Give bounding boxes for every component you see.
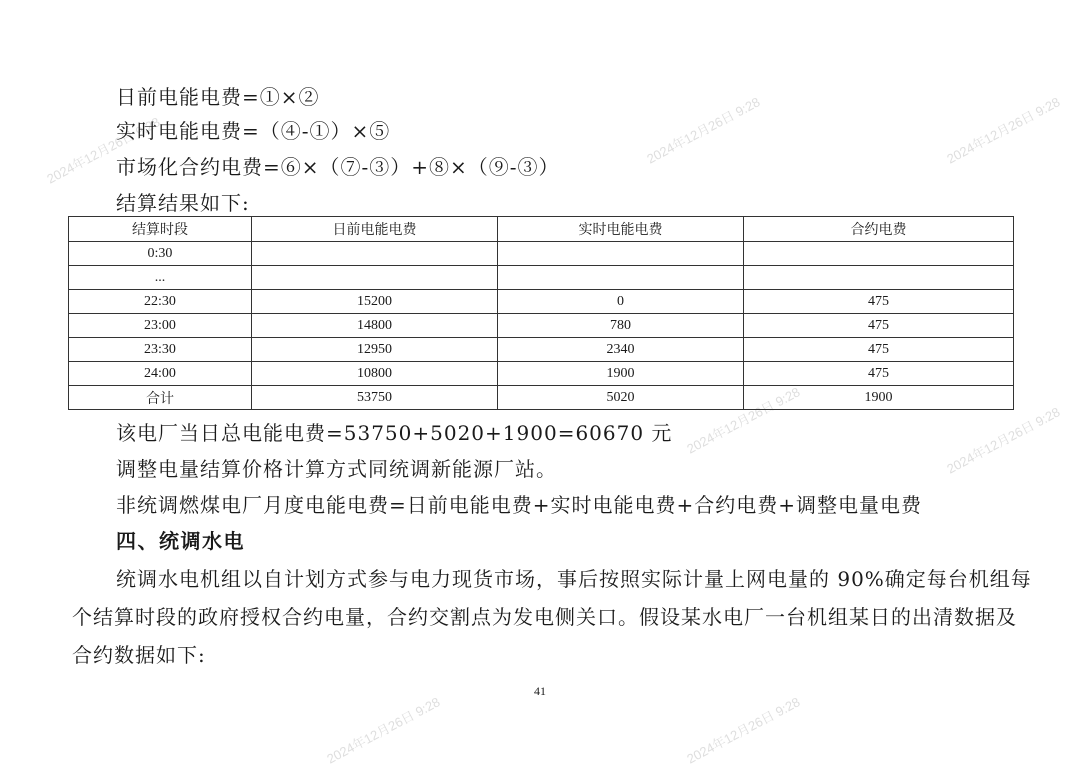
table-total-row [69, 386, 1014, 410]
table-cell: 合计 [69, 386, 252, 410]
realtime-formula: 实时电能电费=（④-①）×⑤ [116, 119, 391, 143]
table-cell: 2340 [498, 338, 744, 362]
table-cell: 23:30 [69, 338, 252, 362]
settlement-table [68, 216, 1014, 410]
table-cell [252, 242, 498, 266]
result-intro: 结算结果如下: [116, 191, 250, 215]
table-cell: 14800 [252, 314, 498, 338]
paragraph-line: 个结算时段的政府授权合约电量，合约交割点为发电侧关口。假设某水电厂一台机组某日的出清数据及 [72, 605, 1017, 629]
table-cell: 475 [744, 314, 1014, 338]
contract-formula: 市场化合约电费=⑥×（⑦-③）+⑧×（⑨-③） [116, 155, 560, 179]
table-cell: 15200 [252, 290, 498, 314]
table-cell: 10800 [252, 362, 498, 386]
table-cell [498, 242, 744, 266]
table-cell: 23:00 [69, 314, 252, 338]
column-header: 实时电能电费 [498, 217, 744, 242]
table-row [69, 338, 1014, 362]
table-cell: 0:30 [69, 242, 252, 266]
total-fee-text: 该电厂当日总电能电费=53750+5020+1900=60670 元 [116, 421, 673, 445]
table-cell [744, 242, 1014, 266]
table-cell [744, 266, 1014, 290]
table-cell: 22:30 [69, 290, 252, 314]
column-header: 日前电能电费 [252, 217, 498, 242]
table-cell: 780 [498, 314, 744, 338]
table-cell: ... [69, 266, 252, 290]
table-cell: 24:00 [69, 362, 252, 386]
table-cell: 12950 [252, 338, 498, 362]
table-cell: 1900 [498, 362, 744, 386]
table-row [69, 242, 1014, 266]
paragraph-line: 合约数据如下: [72, 643, 206, 667]
table-cell [252, 266, 498, 290]
paragraph-line: 统调水电机组以自计划方式参与电力现货市场，事后按照实际计量上网电量的 90%确定每台机组每 [116, 567, 1032, 591]
table-row [69, 290, 1014, 314]
table-cell: 53750 [252, 386, 498, 410]
table-cell: 5020 [498, 386, 744, 410]
table-cell: 1900 [744, 386, 1014, 410]
table-row [69, 314, 1014, 338]
day-ahead-formula: 日前电能电费=①×② [116, 85, 320, 109]
column-header: 合约电费 [744, 217, 1014, 242]
section-heading: 四、统调水电 [116, 529, 245, 553]
non-unified-formula: 非统调燃煤电厂月度电能电费=日前电能电费+实时电能电费+合约电费+调整电量电费 [116, 493, 923, 517]
page-number: 41 [534, 684, 546, 698]
table-cell [498, 266, 744, 290]
adjust-text: 调整电量结算价格计算方式同统调新能源厂站。 [116, 457, 557, 481]
table-cell: 475 [744, 290, 1014, 314]
column-header: 结算时段 [69, 217, 252, 242]
table-cell: 475 [744, 338, 1014, 362]
table-header-row [69, 217, 1014, 242]
table-row [69, 266, 1014, 290]
table-cell: 0 [498, 290, 744, 314]
table-cell: 475 [744, 362, 1014, 386]
table-row [69, 362, 1014, 386]
